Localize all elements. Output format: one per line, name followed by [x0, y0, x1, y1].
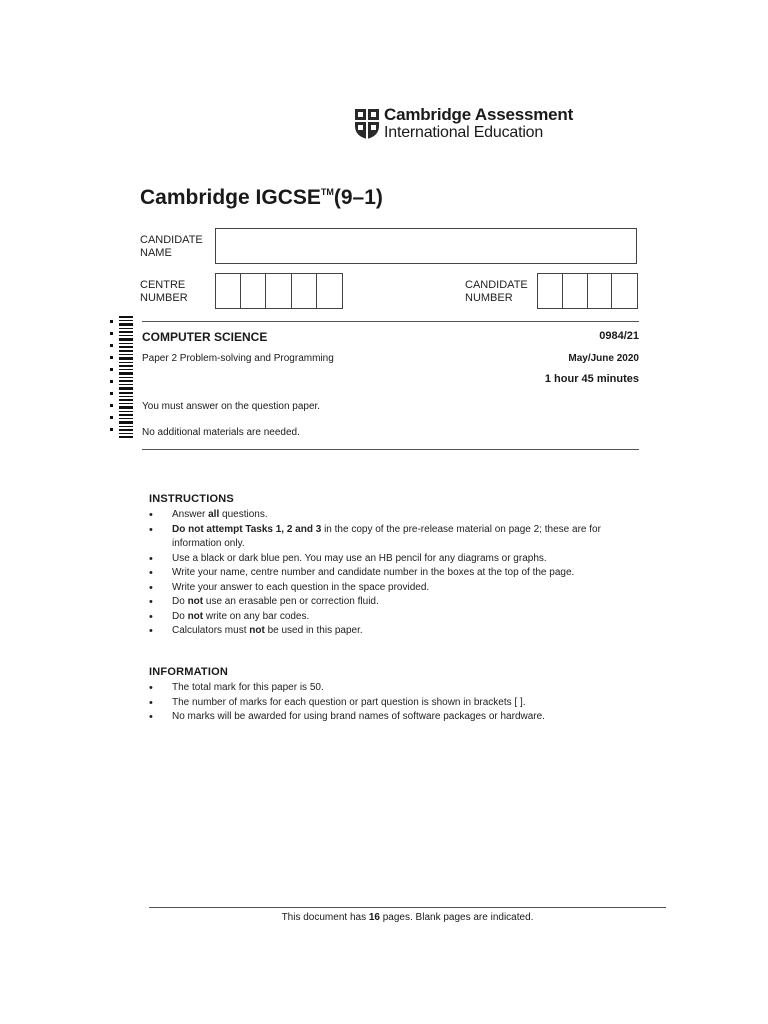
barcode-icon	[109, 316, 133, 438]
page-count-note: This document has 16 pages. Blank pages are indicated.	[281, 912, 534, 923]
logo-title: Cambridge Assessment	[384, 105, 574, 124]
list-item: • Write your answer to each question in the space provided.	[149, 581, 639, 596]
details-divider	[142, 449, 639, 450]
list-item: • Answer all questions.	[149, 508, 639, 523]
candidate-name-label: CANDIDATE NAME	[140, 234, 203, 259]
answer-note: You must answer on the question paper.	[142, 401, 321, 412]
exam-duration: 1 hour 45 minutes	[544, 373, 639, 385]
information-heading: INFORMATION	[149, 666, 228, 678]
list-item: • Do not use an erasable pen or correction fluid.	[149, 595, 639, 610]
information-list	[149, 681, 639, 725]
instructions-heading: INSTRUCTIONS	[149, 493, 234, 505]
list-item: • Do not write on any bar codes.	[149, 610, 639, 625]
list-item: • The total mark for this paper is 50.	[149, 681, 639, 696]
footer-divider	[149, 907, 666, 908]
cambridge-crest-icon	[354, 108, 380, 140]
paper-title: Paper 2 Problem-solving and Programming	[142, 353, 334, 364]
candidate-name-box[interactable]	[215, 228, 637, 264]
candidate-number-label: CANDIDATE NUMBER	[465, 279, 528, 304]
exam-session: May/June 2020	[568, 353, 639, 364]
list-item: • No marks will be awarded for using brand names of software packages or hardware.	[149, 710, 639, 725]
candidate-number-boxes[interactable]	[537, 273, 638, 309]
header-divider	[142, 321, 639, 322]
centre-number-boxes[interactable]	[215, 273, 343, 309]
instructions-list	[149, 508, 639, 639]
materials-note: No additional materials are needed.	[142, 427, 300, 438]
list-item: • The number of marks for each question or part question is shown in brackets [ ].	[149, 696, 639, 711]
syllabus-code: 0984/21	[599, 330, 639, 342]
list-item: • Use a black or dark blue pen. You may use an HB pencil for any diagrams or graphs.	[149, 552, 639, 567]
qualification-title: Cambridge IGCSE™(9–1)	[140, 186, 383, 209]
logo-subtitle: International Education	[384, 124, 544, 141]
list-item: • Do not attempt Tasks 1, 2 and 3 in the copy of the pre-release material on page 2; these are for information only.	[149, 523, 639, 552]
subject-title: COMPUTER SCIENCE	[142, 330, 268, 344]
list-item: • Write your name, centre number and candidate number in the boxes at the top of the page.	[149, 566, 639, 581]
centre-number-label: CENTRE NUMBER	[140, 279, 188, 304]
list-item: • Calculators must not be used in this paper.	[149, 624, 639, 639]
